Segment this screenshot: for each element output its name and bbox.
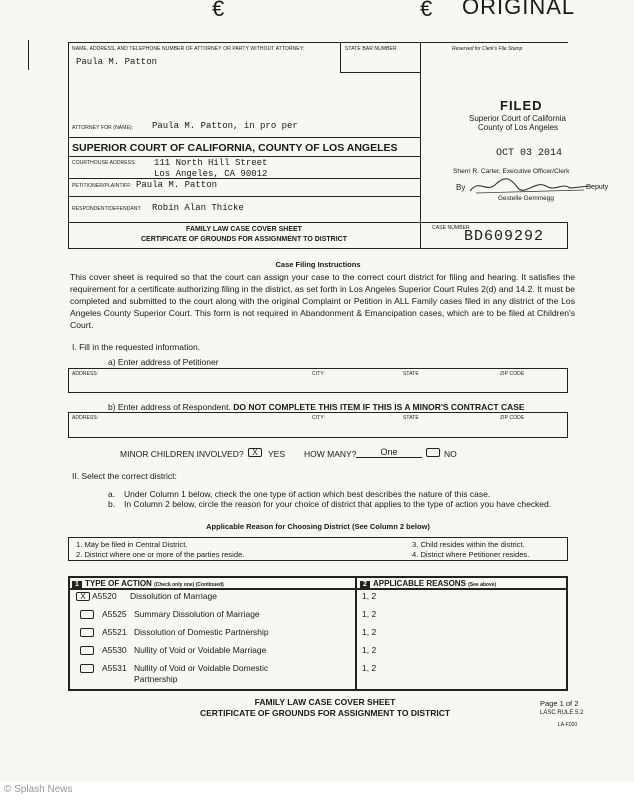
sheet-title: FAMILY LAW CASE COVER SHEET	[186, 226, 302, 233]
applicable-reasons-note: (See above)	[468, 582, 497, 588]
action-label: Dissolution of Domestic Partnership	[134, 627, 269, 637]
action-checkbox[interactable]	[80, 610, 94, 619]
action-label-line2: Partnership	[134, 674, 178, 684]
reason-2: 2. District where one or more of the parties reside.	[76, 550, 245, 559]
stamp-by: By	[456, 183, 466, 192]
footer-subtitle: CERTIFICATE OF GROUNDS FOR ASSIGNMENT TO DISTRICT	[199, 708, 451, 718]
minor-children-yes-checkbox[interactable]: X	[248, 448, 262, 457]
petitioner-zip-col: ZIP CODE	[500, 371, 525, 377]
how-many-label: HOW MANY?	[304, 449, 357, 459]
case-number: BD609292	[464, 228, 545, 245]
petitioner-value: Paula M. Patton	[136, 180, 218, 190]
action-label: Dissolution of Marriage	[130, 591, 217, 601]
attorney-name: Paula M. Patton	[76, 57, 158, 67]
action-reasons: 1, 2	[362, 663, 377, 673]
respondent-address-label-bold: DO NOT COMPLETE THIS ITEM IF THIS IS A MINOR'S CONTRACT CASE	[233, 402, 525, 412]
type-of-action-header	[72, 579, 224, 589]
action-reasons: 1, 2	[362, 591, 377, 601]
instruction-a-text: Under Column 1 below, check the one type of action which best describes the nature of this case.	[124, 489, 491, 499]
footer-rule: LASC RULE 5.2	[540, 710, 584, 716]
action-label: Summary Dissolution of Marriage	[134, 609, 260, 619]
action-code: A5520	[92, 591, 117, 601]
original-stamp: ORIGINAL	[462, 0, 576, 19]
top-mark-right: €	[420, 0, 433, 21]
instructions-text: This cover sheet is required so that the court can assign your case to the correct court district for filing and hearing. It satisfies the requirement for a certificate authorizing filing in the district, as set forth in Los Angeles Superior Court Rules 2(d) and 14.2. It must be completed and submitted to the court along with the original Complaint or Petition in ALL Family cases filed in any district of the Los Angeles County Superior Court. This form is not required in Abandonment & Emancipation cases, which are to be filed at Children's Court.	[70, 272, 575, 330]
stamp-deputy: Deputy	[586, 184, 609, 191]
instruction-b-text: In Column 2 below, circle the reason for your choice of district that applies to the type of action you have checked.	[124, 499, 552, 509]
footer-page: Page 1 of 2	[540, 699, 579, 708]
action-checkbox[interactable]	[80, 628, 94, 637]
respondent-address-label-normal: b) Enter address of Respondent.	[108, 402, 234, 412]
table-row	[76, 610, 566, 624]
case-number-label: CASE NUMBER	[432, 225, 470, 231]
column-1-badge: 1	[72, 581, 82, 589]
courthouse-label: COURTHOUSE ADDRESS:	[72, 160, 137, 166]
top-mark-left: €	[212, 0, 225, 21]
section2-heading: II. Select the correct district:	[72, 471, 177, 481]
table-row	[76, 592, 566, 606]
stamp-county: County of Los Angeles	[478, 123, 559, 132]
reason-1: 1. May be filed in Central District.	[76, 540, 188, 549]
applicable-reasons-title: APPLICABLE REASONS	[373, 579, 466, 588]
state-bar-label: STATE BAR NUMBER	[345, 46, 397, 52]
how-many-value[interactable]: One	[356, 447, 422, 458]
footer-title: FAMILY LAW CASE COVER SHEET	[254, 697, 396, 707]
courthouse-line1: 111 North Hill Street	[154, 158, 268, 168]
respondent-state-col: STATE	[403, 415, 419, 421]
minor-children-no-checkbox[interactable]	[426, 448, 440, 457]
action-checkbox[interactable]	[80, 646, 94, 655]
table-row	[76, 628, 566, 642]
section1-heading: I. Fill in the requested information.	[72, 342, 201, 352]
court-title: SUPERIOR COURT OF CALIFORNIA, COUNTY OF LOS ANGELES	[72, 142, 398, 154]
filed-stamp-title: FILED	[500, 98, 543, 113]
stamp-date: OCT 03 2014	[496, 148, 563, 159]
reasons-title: Applicable Reason for Choosing District (See Column 2 below)	[206, 522, 430, 531]
respondent-label: RESPONDENT/DEFENDANT:	[72, 206, 142, 212]
petitioner-address-col: ADDRESS:	[72, 371, 99, 377]
stamp-court: Superior Court of California	[469, 114, 566, 123]
photo-credit-bar	[0, 782, 634, 800]
reason-3: 3. Child resides within the district.	[412, 540, 525, 549]
action-reasons: 1, 2	[362, 645, 377, 655]
minor-children-no-label: NO	[444, 449, 457, 459]
respondent-address-label	[108, 402, 525, 412]
petitioner-label: PETITIONER/PLAINTIFF:	[72, 183, 132, 189]
reason-4: 4. District where Petitioner resides.	[412, 550, 530, 559]
applicable-reasons-header	[360, 579, 496, 589]
respondent-zip-col: ZIP CODE	[500, 415, 525, 421]
petitioner-state-col: STATE	[403, 371, 419, 377]
respondent-value: Robin Alan Thicke	[152, 203, 244, 213]
petitioner-address-label: a) Enter address of Petitioner	[108, 357, 219, 367]
courthouse-line2: Los Angeles, CA 90012	[154, 169, 268, 179]
attorney-for-label: ATTORNEY FOR (NAME):	[72, 125, 134, 131]
petitioner-city-col: CITY:	[312, 371, 326, 377]
sheet-subtitle: CERTIFICATE OF GROUNDS FOR ASSIGNMENT TO DISTRICT	[141, 236, 347, 243]
action-label: Nullity of Void or Voidable Domestic	[134, 663, 269, 673]
action-label: Nullity of Void or Voidable Marriage	[134, 645, 267, 655]
minor-children-yes-label: YES	[268, 449, 286, 459]
stamp-officer: Sherri R. Carter, Executive Officer/Clerk	[453, 168, 570, 175]
signature-image	[466, 176, 596, 196]
attorney-label: NAME, ADDRESS, AND TELEPHONE NUMBER OF ATTORNEY OR PARTY WITHOUT ATTORNEY:	[72, 46, 305, 52]
attorney-for-value: Paula M. Patton, in pro per	[152, 121, 298, 131]
table-row	[76, 664, 566, 688]
action-reasons: 1, 2	[362, 609, 377, 619]
column-2-badge: 2	[360, 581, 370, 589]
respondent-city-col: CITY:	[312, 415, 326, 421]
action-code: A5531	[102, 663, 127, 673]
type-of-action-title: TYPE OF ACTION	[85, 579, 152, 588]
action-checkbox[interactable]: X	[76, 592, 90, 601]
action-checkbox[interactable]	[80, 664, 94, 673]
instruction-b-letter: b.	[108, 499, 116, 509]
type-of-action-note: (Check only one) (Continued)	[154, 582, 224, 588]
instruction-a-letter: a.	[108, 489, 116, 499]
minor-children-label: MINOR CHILDREN INVOLVED?	[120, 449, 244, 459]
action-reasons: 1, 2	[362, 627, 377, 637]
clerk-label: Reserved for Clerk's File Stamp	[452, 46, 523, 52]
footer-form: LA-F020	[558, 722, 578, 728]
instructions-title: Case Filing Instructions	[275, 260, 361, 269]
photo-credit: © Splash News	[4, 784, 73, 795]
respondent-address-col: ADDRESS:	[72, 415, 99, 421]
action-code: A5530	[102, 645, 127, 655]
table-row	[76, 646, 566, 660]
action-code: A5521	[102, 627, 127, 637]
action-code: A5525	[102, 609, 127, 619]
stamp-deputy-name: Gestelle Gemmegg	[498, 195, 554, 202]
